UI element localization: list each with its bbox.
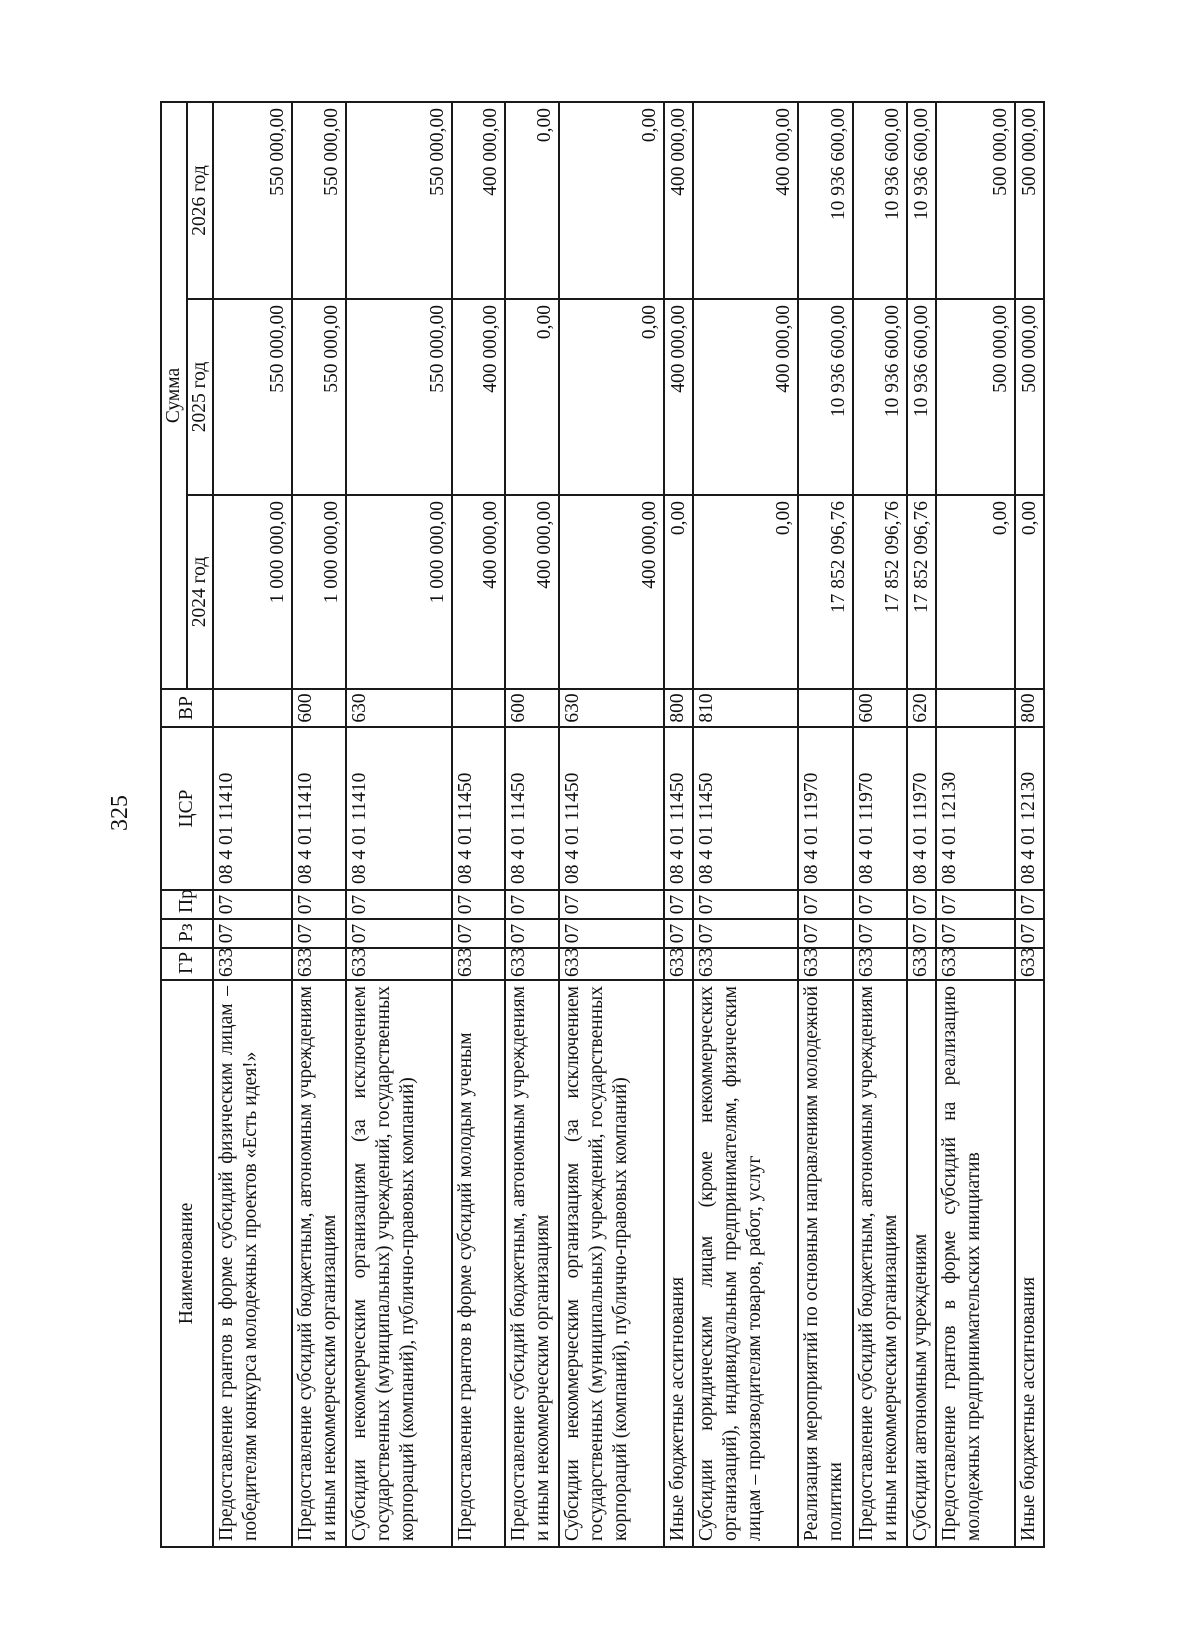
row-rz: 07 bbox=[292, 919, 346, 948]
row-pr: 07 bbox=[798, 890, 852, 919]
budget-table bbox=[160, 101, 1045, 1548]
header-vr: ВР bbox=[161, 689, 213, 727]
row-csr: 08 4 01 11450 bbox=[664, 727, 693, 890]
row-vr: 800 bbox=[1015, 689, 1044, 727]
table-row bbox=[693, 102, 798, 1547]
row-amount-2026: 0,00 bbox=[559, 102, 664, 299]
table-row bbox=[664, 102, 693, 1547]
row-amount-2025: 0,00 bbox=[505, 299, 559, 495]
row-amount-2024: 17 852 096,76 bbox=[907, 495, 936, 689]
row-csr: 08 4 01 11450 bbox=[693, 727, 798, 890]
row-amount-2024: 1 000 000,00 bbox=[292, 495, 346, 689]
row-pr: 07 bbox=[346, 890, 452, 919]
row-name: Предоставление субсидий бюджетным, автономным учреждениям и иным некоммерческим организациям bbox=[505, 980, 559, 1547]
row-amount-2026: 0,00 bbox=[505, 102, 559, 299]
row-csr: 08 4 01 11450 bbox=[505, 727, 559, 890]
row-pr: 07 bbox=[452, 890, 505, 919]
row-csr: 08 4 01 12130 bbox=[936, 727, 1015, 890]
row-name: Субсидии юридическим лицам (кроме некоммерческих организаций), индивидуальным предпринимателям, физическим лицам – производителям товаров, работ, услуг bbox=[693, 980, 798, 1547]
table-row bbox=[452, 102, 505, 1547]
row-csr: 08 4 01 11410 bbox=[213, 727, 292, 890]
row-gr: 633 bbox=[346, 948, 452, 980]
row-csr: 08 4 01 11450 bbox=[452, 727, 505, 890]
row-amount-2024: 17 852 096,76 bbox=[853, 495, 907, 689]
row-amount-2024: 1 000 000,00 bbox=[346, 495, 452, 689]
row-gr: 633 bbox=[292, 948, 346, 980]
row-amount-2024: 400 000,00 bbox=[505, 495, 559, 689]
row-amount-2025: 550 000,00 bbox=[346, 299, 452, 495]
row-amount-2026: 500 000,00 bbox=[1015, 102, 1044, 299]
header-year-2025: 2025 год bbox=[187, 299, 213, 495]
table-row bbox=[292, 102, 346, 1547]
row-csr: 08 4 01 11410 bbox=[292, 727, 346, 890]
row-csr: 08 4 01 11450 bbox=[559, 727, 664, 890]
row-name: Реализация мероприятий по основным направлениям молодежной политики bbox=[798, 980, 852, 1547]
table-row bbox=[907, 102, 936, 1547]
header-gr: ГР bbox=[161, 948, 213, 980]
row-amount-2025: 500 000,00 bbox=[1015, 299, 1044, 495]
row-pr: 07 bbox=[213, 890, 292, 919]
header-rz: Рз bbox=[161, 919, 213, 948]
row-name: Предоставление субсидий бюджетным, автономным учреждениям и иным некоммерческим организациям bbox=[853, 980, 907, 1547]
row-vr bbox=[452, 689, 505, 727]
row-amount-2024: 0,00 bbox=[664, 495, 693, 689]
row-rz: 07 bbox=[452, 919, 505, 948]
row-rz: 07 bbox=[505, 919, 559, 948]
row-gr: 633 bbox=[213, 948, 292, 980]
row-name: Субсидии некоммерческим организациям (за исключением государственных (муниципальных) учреждений, государственных корпораций (компаний), публично-правовых компаний) bbox=[559, 980, 664, 1547]
rotated-table-container bbox=[160, 103, 1045, 1548]
row-csr: 08 4 01 11970 bbox=[907, 727, 936, 890]
row-gr: 633 bbox=[936, 948, 1015, 980]
header-year-2026: 2026 год bbox=[187, 102, 213, 299]
row-amount-2024: 400 000,00 bbox=[559, 495, 664, 689]
row-vr: 800 bbox=[664, 689, 693, 727]
row-vr bbox=[936, 689, 1015, 727]
table-row bbox=[798, 102, 852, 1547]
row-pr: 07 bbox=[664, 890, 693, 919]
row-rz: 07 bbox=[693, 919, 798, 948]
row-pr: 07 bbox=[907, 890, 936, 919]
row-name: Предоставление грантов в форме субсидий физическим лицам – победителям конкурса молодежных проектов «Есть идея!» bbox=[213, 980, 292, 1547]
row-name: Иные бюджетные ассигнования bbox=[664, 980, 693, 1547]
table-body bbox=[213, 102, 1044, 1547]
row-vr: 600 bbox=[505, 689, 559, 727]
row-amount-2026: 10 936 600,00 bbox=[798, 102, 852, 299]
row-amount-2026: 400 000,00 bbox=[664, 102, 693, 299]
row-rz: 07 bbox=[798, 919, 852, 948]
row-rz: 07 bbox=[213, 919, 292, 948]
table-row bbox=[936, 102, 1015, 1547]
row-name: Предоставление грантов в форме субсидий молодым ученым bbox=[452, 980, 505, 1547]
row-gr: 633 bbox=[559, 948, 664, 980]
row-rz: 07 bbox=[664, 919, 693, 948]
row-rz: 07 bbox=[1015, 919, 1044, 948]
row-rz: 07 bbox=[346, 919, 452, 948]
row-vr: 630 bbox=[559, 689, 664, 727]
row-amount-2026: 10 936 600,00 bbox=[853, 102, 907, 299]
row-amount-2025: 550 000,00 bbox=[292, 299, 346, 495]
row-gr: 633 bbox=[853, 948, 907, 980]
row-csr: 08 4 01 11410 bbox=[346, 727, 452, 890]
row-csr: 08 4 01 12130 bbox=[1015, 727, 1044, 890]
table-row bbox=[1015, 102, 1044, 1547]
row-amount-2026: 500 000,00 bbox=[936, 102, 1015, 299]
row-amount-2026: 550 000,00 bbox=[213, 102, 292, 299]
row-gr: 633 bbox=[452, 948, 505, 980]
header-csr: ЦСР bbox=[161, 727, 213, 890]
row-vr: 620 bbox=[907, 689, 936, 727]
row-name: Субсидии автономным учреждениям bbox=[907, 980, 936, 1547]
header-name: Наименование bbox=[161, 980, 213, 1547]
row-pr: 07 bbox=[693, 890, 798, 919]
row-amount-2024: 0,00 bbox=[693, 495, 798, 689]
row-csr: 08 4 01 11970 bbox=[853, 727, 907, 890]
row-gr: 633 bbox=[798, 948, 852, 980]
row-amount-2025: 400 000,00 bbox=[693, 299, 798, 495]
row-name: Субсидии некоммерческим организациям (за исключением государственных (муниципальных) учреждений, государственных корпораций (компаний), публично-правовых компаний) bbox=[346, 980, 452, 1547]
table-row bbox=[505, 102, 559, 1547]
row-gr: 633 bbox=[907, 948, 936, 980]
table-header bbox=[161, 102, 213, 1547]
row-amount-2024: 1 000 000,00 bbox=[213, 495, 292, 689]
row-gr: 633 bbox=[1015, 948, 1044, 980]
row-vr: 810 bbox=[693, 689, 798, 727]
row-amount-2026: 550 000,00 bbox=[346, 102, 452, 299]
row-gr: 633 bbox=[664, 948, 693, 980]
row-amount-2025: 10 936 600,00 bbox=[853, 299, 907, 495]
row-rz: 07 bbox=[907, 919, 936, 948]
row-gr: 633 bbox=[505, 948, 559, 980]
header-pr: Пр bbox=[161, 890, 213, 919]
row-pr: 07 bbox=[559, 890, 664, 919]
page-number: 325 bbox=[107, 795, 133, 831]
row-csr: 08 4 01 11970 bbox=[798, 727, 852, 890]
table-row bbox=[346, 102, 452, 1547]
row-name: Иные бюджетные ассигнования bbox=[1015, 980, 1044, 1547]
row-rz: 07 bbox=[559, 919, 664, 948]
row-amount-2026: 10 936 600,00 bbox=[907, 102, 936, 299]
row-vr bbox=[798, 689, 852, 727]
row-pr: 07 bbox=[1015, 890, 1044, 919]
row-amount-2024: 400 000,00 bbox=[452, 495, 505, 689]
table-row bbox=[213, 102, 292, 1547]
row-amount-2025: 400 000,00 bbox=[664, 299, 693, 495]
row-amount-2025: 0,00 bbox=[559, 299, 664, 495]
row-amount-2025: 10 936 600,00 bbox=[798, 299, 852, 495]
row-amount-2024: 0,00 bbox=[936, 495, 1015, 689]
table-row bbox=[559, 102, 664, 1547]
row-pr: 07 bbox=[292, 890, 346, 919]
header-year-2024: 2024 год bbox=[187, 495, 213, 689]
row-pr: 07 bbox=[853, 890, 907, 919]
row-amount-2024: 17 852 096,76 bbox=[798, 495, 852, 689]
row-rz: 07 bbox=[853, 919, 907, 948]
row-pr: 07 bbox=[505, 890, 559, 919]
row-amount-2025: 550 000,00 bbox=[213, 299, 292, 495]
row-rz: 07 bbox=[936, 919, 1015, 948]
header-sum: Сумма bbox=[161, 102, 187, 689]
row-name: Предоставление субсидий бюджетным, автономным учреждениям и иным некоммерческим организациям bbox=[292, 980, 346, 1547]
row-pr: 07 bbox=[936, 890, 1015, 919]
row-amount-2025: 500 000,00 bbox=[936, 299, 1015, 495]
row-amount-2026: 400 000,00 bbox=[452, 102, 505, 299]
row-vr: 600 bbox=[292, 689, 346, 727]
row-amount-2025: 400 000,00 bbox=[452, 299, 505, 495]
row-amount-2026: 550 000,00 bbox=[292, 102, 346, 299]
table-row bbox=[853, 102, 907, 1547]
row-vr: 630 bbox=[346, 689, 452, 727]
row-vr bbox=[213, 689, 292, 727]
row-amount-2024: 0,00 bbox=[1015, 495, 1044, 689]
row-vr: 600 bbox=[853, 689, 907, 727]
row-gr: 633 bbox=[693, 948, 798, 980]
row-amount-2026: 400 000,00 bbox=[693, 102, 798, 299]
row-name: Предоставление грантов в форме субсидий на реализацию молодежных предпринимательских инициатив bbox=[936, 980, 1015, 1547]
row-amount-2025: 10 936 600,00 bbox=[907, 299, 936, 495]
